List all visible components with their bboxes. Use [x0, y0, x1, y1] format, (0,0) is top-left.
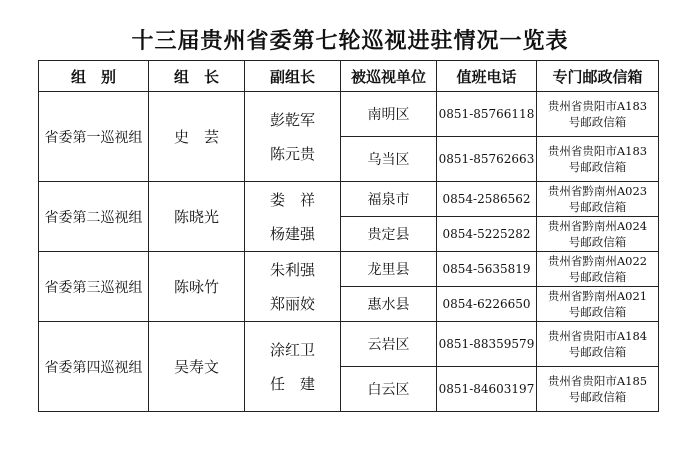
postal-mailbox: 贵州省黔南州A022号邮政信箱 — [537, 252, 659, 287]
postal-mailbox: 贵州省贵阳市A183号邮政信箱 — [537, 137, 659, 182]
duty-phone: 0851-85766118 — [437, 92, 537, 137]
inspected-unit: 贵定县 — [341, 217, 437, 252]
inspected-unit: 惠水县 — [341, 287, 437, 322]
inspected-unit: 白云区 — [341, 367, 437, 412]
header-leader: 组 长 — [149, 61, 245, 92]
header-phone: 值班电话 — [437, 61, 537, 92]
header-mailbox: 专门邮政信箱 — [537, 61, 659, 92]
inspection-table — [38, 60, 659, 412]
group-leader: 陈咏竹 — [149, 252, 245, 322]
deputy-name: 朱利强 — [269, 260, 315, 279]
table-row — [39, 182, 659, 217]
postal-mailbox: 贵州省贵阳市A185号邮政信箱 — [537, 367, 659, 412]
group-leader: 吴寿文 — [149, 322, 245, 412]
group-name: 省委第一巡视组 — [39, 92, 149, 182]
inspected-unit: 南明区 — [341, 92, 437, 137]
group-leader: 陈晓光 — [149, 182, 245, 252]
duty-phone: 0854-6226650 — [437, 287, 537, 322]
group-name: 省委第四巡视组 — [39, 322, 149, 412]
group-leader: 史 芸 — [149, 92, 245, 182]
duty-phone: 0851-88359579 — [437, 322, 537, 367]
deputy-leaders — [245, 322, 341, 412]
header-deputy: 副组长 — [245, 61, 341, 92]
deputy-leaders — [245, 92, 341, 182]
page-title: 十三届贵州省委第七轮巡视进驻情况一览表 — [131, 29, 569, 54]
duty-phone: 0854-2586562 — [437, 182, 537, 217]
postal-mailbox: 贵州省贵阳市A184号邮政信箱 — [537, 322, 659, 367]
inspected-unit: 福泉市 — [341, 182, 437, 217]
deputy-name: 涂红卫 — [269, 340, 315, 359]
deputy-name: 娄 祥 — [269, 190, 315, 209]
header-group: 组 别 — [39, 61, 149, 92]
duty-phone: 0854-5225282 — [437, 217, 537, 252]
table-row — [39, 252, 659, 287]
inspected-unit: 龙里县 — [341, 252, 437, 287]
inspected-unit: 云岩区 — [341, 322, 437, 367]
deputy-name: 郑丽姣 — [269, 294, 315, 313]
duty-phone: 0851-84603197 — [437, 367, 537, 412]
table-row — [39, 322, 659, 367]
inspected-unit: 乌当区 — [341, 137, 437, 182]
deputy-name: 任 建 — [269, 374, 315, 393]
header-unit: 被巡视单位 — [341, 61, 437, 92]
group-name: 省委第二巡视组 — [39, 182, 149, 252]
postal-mailbox: 贵州省黔南州A021号邮政信箱 — [537, 287, 659, 322]
header-row — [39, 61, 659, 92]
duty-phone: 0851-85762663 — [437, 137, 537, 182]
table-row — [39, 92, 659, 137]
duty-phone: 0854-5635819 — [437, 252, 537, 287]
deputy-leaders — [245, 252, 341, 322]
deputy-name: 杨建强 — [269, 224, 315, 243]
postal-mailbox: 贵州省贵阳市A183号邮政信箱 — [537, 92, 659, 137]
postal-mailbox: 贵州省黔南州A023号邮政信箱 — [537, 182, 659, 217]
deputy-leaders — [245, 182, 341, 252]
deputy-name: 彭乾军 — [269, 110, 315, 129]
postal-mailbox: 贵州省黔南州A024号邮政信箱 — [537, 217, 659, 252]
deputy-name: 陈元贵 — [269, 144, 315, 163]
group-name: 省委第三巡视组 — [39, 252, 149, 322]
